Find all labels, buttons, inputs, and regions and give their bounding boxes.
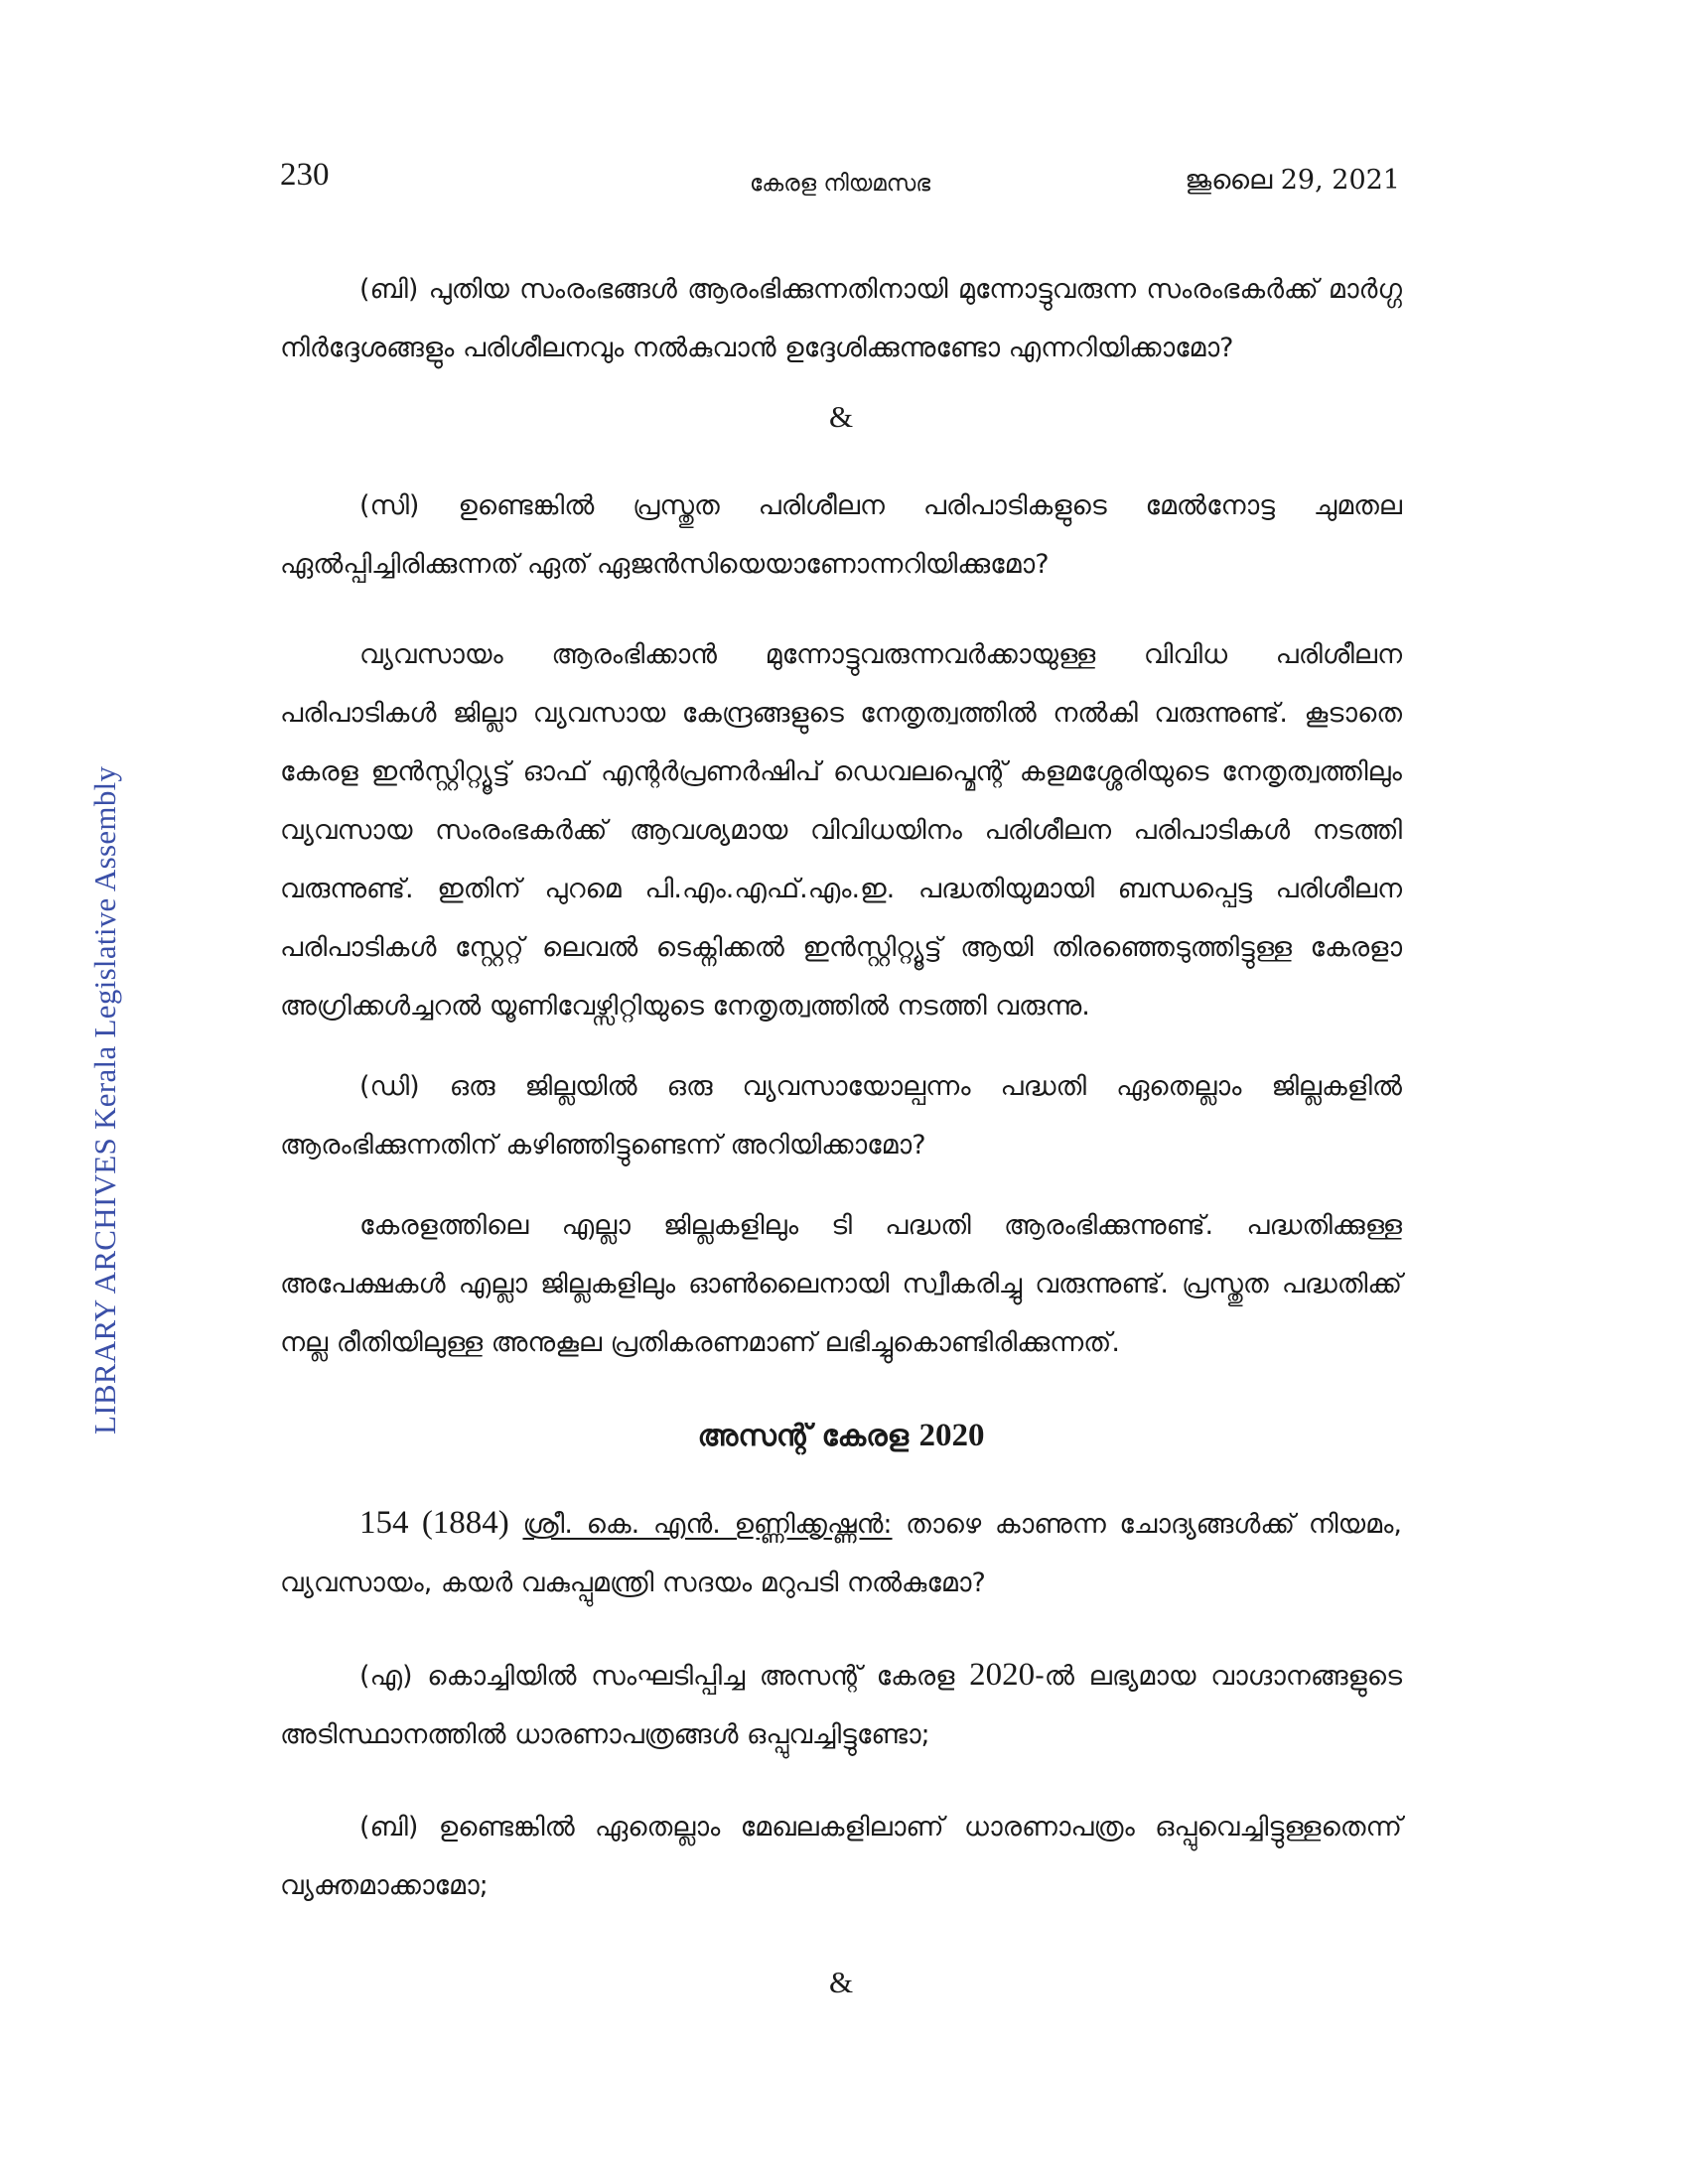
- page-content: [280, 260, 1402, 2004]
- page-number: 230: [280, 157, 330, 193]
- question-a-paragraph: [280, 1646, 1402, 1764]
- running-title: കേരള നിയമസഭ: [749, 171, 931, 197]
- member-name: ശ്രീ. കെ. എൻ. ഉണ്ണിക്കൃഷ്ണൻ:: [522, 1509, 893, 1540]
- section-heading: [280, 1408, 1402, 1464]
- question-c-paragraph: (സി) ഉണ്ടെങ്കിൽ പ്രസ്തുത പരിശീലന പരിപാടികളുടെ മേൽനോട്ട ചുമതല ഏൽപ്പിച്ചിരിക്കുന്നത് ഏത് ഏജൻസിയെയാണോന്നറിയിക്കുമോ?: [280, 490, 1402, 580]
- question-intro-paragraph: [280, 1494, 1402, 1612]
- question-number: 154 (1884): [359, 1505, 509, 1541]
- section-heading-text: അസന്റ് കേരള: [697, 1419, 910, 1453]
- question-a-text-1: (എ) കൊച്ചിയിൽ സംഘടിപ്പിച്ച അസന്റ് കേരള: [359, 1661, 970, 1692]
- question-a-year: 2020: [969, 1657, 1036, 1693]
- header-date: ജൂലൈ 29, 2021: [1185, 165, 1400, 196]
- answer-d-paragraph: കേരളത്തിലെ എല്ലാ ജില്ലകളിലും ടി പദ്ധതി ആരംഭിക്കുന്നുണ്ട്. പദ്ധതിക്കുള്ള അപേക്ഷകൾ എല്ലാ ജില്ലകളിലും ഓൺലൈനായി സ്വീകരിച്ചു വരുന്നുണ്ട്. പ്രസ്തുത പദ്ധതിക്ക് നല്ല രീതിയിലുള്ള അനുകൂല പ്രതികരണമാണ് ലഭിച്ചുകൊണ്ടിരിക്കുന്നത്.: [280, 1210, 1402, 1358]
- question-b2-paragraph: (ബി) ഉണ്ടെങ്കിൽ ഏതെല്ലാം മേഖലകളിലാണ് ധാരണാപത്രം ഒപ്പുവെച്ചിട്ടുള്ളതെന്ന് വ്യക്തമാക്കാമോ;: [280, 1812, 1402, 1901]
- question-intro-text: താഴെ കാണുന്ന ചോദ്യങ്ങൾക്ക് നിയമം, വ്യവസായം, കയർ വകുപ്പുമന്ത്രി സദയം മറുപടി നൽകുമോ?: [280, 1509, 1402, 1598]
- section-heading-year: 2020: [918, 1418, 985, 1453]
- page-header: [280, 157, 1400, 206]
- question-a-text-2: -ൽ ലഭ്യമായ വാഗ്ദാനങ്ങളുടെ അടിസ്ഥാനത്തിൽ ധാരണാപത്രങ്ങൾ ഒപ്പുവച്ചിട്ടുണ്ടോ;: [280, 1661, 1402, 1750]
- ampersand-separator: &: [828, 399, 854, 434]
- question-d-paragraph: (ഡി) ഒരു ജില്ലയിൽ ഒരു വ്യവസായോല്പന്നം പദ്ധതി ഏതെല്ലാം ജില്ലകളിൽ ആരംഭിക്കുന്നതിന് കഴിഞ്ഞിട്ടുണ്ടെന്ന് അറിയിക്കാമോ?: [280, 1071, 1402, 1160]
- archive-watermark: LIBRARY ARCHIVES Kerala Legislative Assembly: [87, 765, 122, 1434]
- answer-c-paragraph: വ്യവസായം ആരംഭിക്കാൻ മുന്നോട്ടുവരുന്നവർക്കായുള്ള വിവിധ പരിശീലന പരിപാടികൾ ജില്ലാ വ്യവസായ കേന്ദ്രങ്ങളുടെ നേതൃത്വത്തിൽ നൽകി വരുന്നുണ്ട്. കൂടാതെ കേരള ഇൻസ്റ്റിറ്റ്യൂട്ട് ഓഫ് എന്റർപ്രണർഷിപ് ഡെവലപ്മെന്റ് കളമശ്ശേരിയുടെ നേതൃത്വത്തിലും വ്യവസായ സംരംഭകർക്ക് ആവശ്യമായ വിവിധയിനം പരിശീലന പരിപാടികൾ നടത്തി വരുന്നുണ്ട്. ഇതിന് പുറമെ പി.എം.എഫ്.എം.ഇ. പദ്ധതിയുമായി ബന്ധപ്പെട്ട പരിശീലന പരിപാടികൾ സ്റ്റേറ്റ് ലെവൽ ടെക്നിക്കൽ ഇൻസ്റ്റിറ്റ്യൂട്ട് ആയി തിരഞ്ഞെടുത്തിട്ടുള്ള കേരളാ അഗ്രിക്കൾച്ചറൽ യൂണിവേഴ്സിറ്റിയുടെ നേതൃത്വത്തിൽ നടത്തി വരുന്നു.: [280, 639, 1402, 1022]
- question-b-paragraph: (ബി) പുതിയ സംരംഭങ്ങൾ ആരംഭിക്കുന്നതിനായി മുന്നോട്ടുവരുന്ന സംരംഭകർക്ക് മാർഗ്ഗ നിർദ്ദേശങ്ങളും പരിശീലനവും നൽകുവാൻ ഉദ്ദേശിക്കുന്നുണ്ടോ എന്നറിയിക്കാമോ?: [280, 274, 1402, 363]
- ampersand-separator-bottom: &: [828, 1965, 854, 1999]
